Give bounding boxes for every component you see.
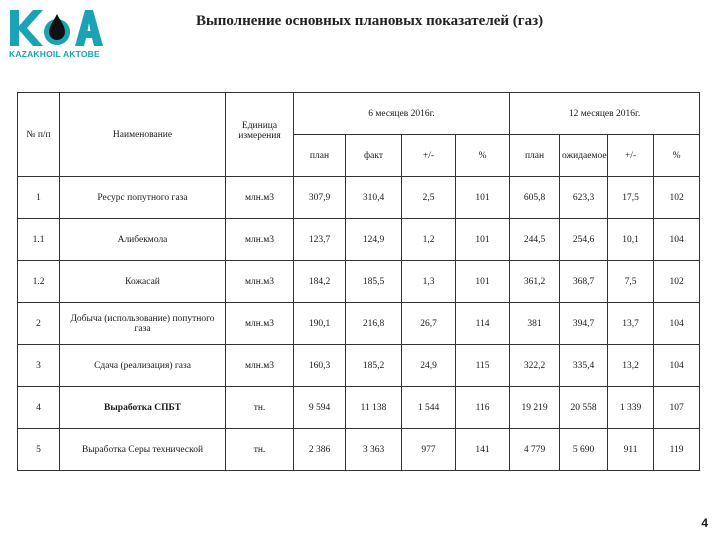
header-p1-diff: +/- [402,135,456,177]
row-value-cell: 381 [510,303,560,345]
koa-logo-icon [9,8,104,48]
row-value-cell: 2 386 [294,429,346,471]
row-unit-cell: млн.м3 [226,177,294,219]
row-value-cell: 119 [654,429,700,471]
header-unit: Единица измерения [226,93,294,177]
row-name-cell: Алибекмола [60,219,226,261]
row-value-cell: 102 [654,261,700,303]
header-period-6m: 6 месяцев 2016г. [294,93,510,135]
row-value-cell: 5 690 [560,429,608,471]
row-value-cell: 216,8 [346,303,402,345]
row-value-cell: 307,9 [294,177,346,219]
header-num: № п/п [18,93,60,177]
header-p2-expected: ожидаемое [560,135,608,177]
row-unit-cell: млн.м3 [226,303,294,345]
header-p2-pct: % [654,135,700,177]
row-unit-cell: тн. [226,387,294,429]
row-value-cell: 13,2 [608,345,654,387]
row-unit-cell: млн.м3 [226,345,294,387]
row-unit-cell: тн. [226,429,294,471]
row-value-cell: 160,3 [294,345,346,387]
row-value-cell: 254,6 [560,219,608,261]
row-value-cell: 13,7 [608,303,654,345]
row-value-cell: 1,3 [402,261,456,303]
row-value-cell: 335,4 [560,345,608,387]
row-value-cell: 114 [456,303,510,345]
row-value-cell: 605,8 [510,177,560,219]
row-value-cell: 394,7 [560,303,608,345]
row-value-cell: 10,1 [608,219,654,261]
page-title: Выполнение основных плановых показателей (газ) [196,13,544,29]
row-value-cell: 104 [654,345,700,387]
row-value-cell: 2,5 [402,177,456,219]
row-value-cell: 104 [654,303,700,345]
row-value-cell: 124,9 [346,219,402,261]
row-value-cell: 104 [654,219,700,261]
row-value-cell: 4 779 [510,429,560,471]
row-name-cell: Кожасай [60,261,226,303]
row-value-cell: 123,7 [294,219,346,261]
row-value-cell: 7,5 [608,261,654,303]
row-num-cell: 1.1 [18,219,60,261]
table-row [18,387,700,429]
row-value-cell: 19 219 [510,387,560,429]
row-value-cell: 977 [402,429,456,471]
row-value-cell: 185,2 [346,345,402,387]
table-row [18,261,700,303]
row-value-cell: 190,1 [294,303,346,345]
row-value-cell: 3 363 [346,429,402,471]
row-value-cell: 24,9 [402,345,456,387]
row-value-cell: 26,7 [402,303,456,345]
row-value-cell: 11 138 [346,387,402,429]
row-value-cell: 244,5 [510,219,560,261]
row-value-cell: 107 [654,387,700,429]
row-value-cell: 141 [456,429,510,471]
header-p1-plan: план [294,135,346,177]
row-value-cell: 101 [456,219,510,261]
row-value-cell: 115 [456,345,510,387]
row-value-cell: 1 339 [608,387,654,429]
row-num-cell: 2 [18,303,60,345]
row-unit-cell: млн.м3 [226,261,294,303]
plan-indicators-table [17,92,700,471]
row-name-cell: Ресурс попутного газа [60,177,226,219]
header-period-12m: 12 месяцев 2016г. [510,93,700,135]
row-value-cell: 1 544 [402,387,456,429]
row-num-cell: 3 [18,345,60,387]
company-logo [9,8,104,60]
header-p2-diff: +/- [608,135,654,177]
row-num-cell: 4 [18,387,60,429]
table-row [18,303,700,345]
row-name-cell: Выработка Серы технической [60,429,226,471]
row-value-cell: 1,2 [402,219,456,261]
row-value-cell: 101 [456,261,510,303]
header-p1-fact: факт [346,135,402,177]
header-name: Наименование [60,93,226,177]
row-value-cell: 368,7 [560,261,608,303]
row-name-cell: Выработка СПБТ [60,387,226,429]
header-p2-plan: план [510,135,560,177]
header-p1-pct: % [456,135,510,177]
row-name-cell: Добыча (использование) попутного газа [60,303,226,345]
table-row [18,177,700,219]
row-value-cell: 623,3 [560,177,608,219]
row-name-cell: Сдача (реализация) газа [60,345,226,387]
logo-subtitle: KAZAKHOIL AKTOBE [9,49,100,59]
row-value-cell: 102 [654,177,700,219]
page-number: 4 [701,516,708,530]
row-value-cell: 911 [608,429,654,471]
table-row [18,345,700,387]
row-value-cell: 116 [456,387,510,429]
row-value-cell: 184,2 [294,261,346,303]
row-value-cell: 9 594 [294,387,346,429]
row-num-cell: 1 [18,177,60,219]
table-row [18,219,700,261]
row-value-cell: 361,2 [510,261,560,303]
row-value-cell: 17,5 [608,177,654,219]
row-value-cell: 185,5 [346,261,402,303]
row-value-cell: 20 558 [560,387,608,429]
row-unit-cell: млн.м3 [226,219,294,261]
row-value-cell: 322,2 [510,345,560,387]
row-value-cell: 310,4 [346,177,402,219]
row-num-cell: 5 [18,429,60,471]
row-value-cell: 101 [456,177,510,219]
table-row [18,429,700,471]
row-num-cell: 1.2 [18,261,60,303]
